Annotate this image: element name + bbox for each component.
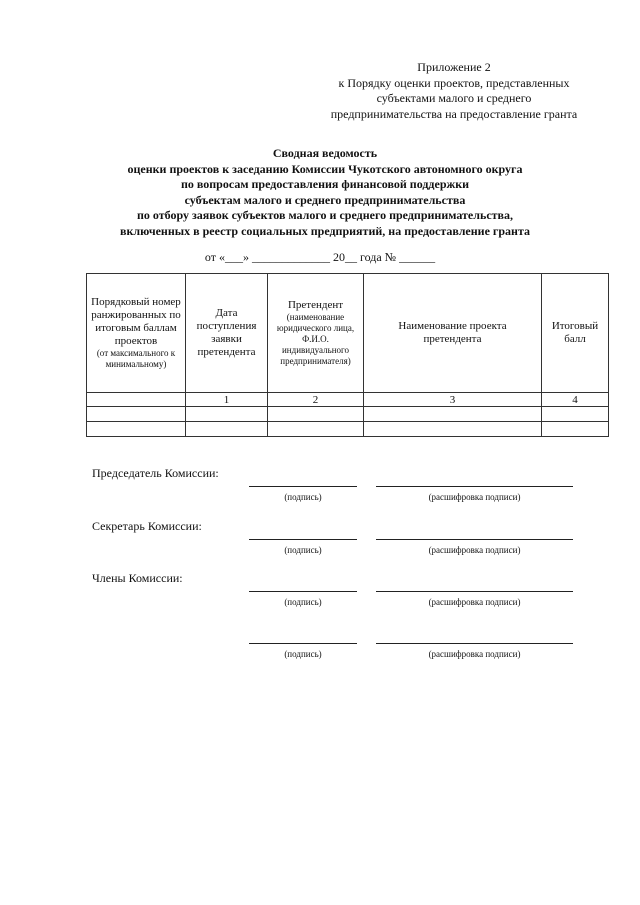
header-applicant-note: (наименование юридического лица, Ф.И.О. индивидуального предпринимателя) — [276, 312, 355, 366]
chairman-decode-line — [376, 486, 573, 487]
members-label: Члены Комиссии: — [92, 571, 183, 585]
appendix-line: субъектами малого и среднего — [376, 91, 532, 105]
chairman-label: Председатель Комиссии: — [92, 466, 219, 480]
table-number-row — [87, 393, 609, 407]
table-cell — [364, 407, 542, 422]
table-cell — [542, 407, 609, 422]
appendix-line: Приложение 2 — [417, 60, 491, 74]
secretary-signature-caption: (подпись) — [284, 545, 322, 555]
title-line: оценки проектов к заседанию Комиссии Чукотского автономного округа — [127, 161, 523, 176]
table-cell — [87, 393, 186, 407]
title-line: Сводная ведомость — [272, 146, 378, 160]
document-title — [80, 146, 570, 239]
member-signature-line — [249, 643, 357, 644]
title-line: по отбору заявок субъектов малого и среднего предпринимательства, — [136, 208, 514, 222]
header-rank — [87, 274, 186, 393]
table-cell: 2 — [268, 393, 364, 407]
header-rank-note: (от максимального к минимальному) — [96, 348, 176, 369]
table-row — [87, 407, 609, 422]
member-signature-line — [249, 591, 357, 592]
table-cell — [186, 422, 268, 437]
table-cell — [542, 422, 609, 437]
table-cell — [87, 407, 186, 422]
appendix-block — [304, 60, 604, 122]
chairman-decode-caption: (расшифровка подписи) — [428, 492, 521, 502]
header-rank-main: Порядковый номер ранжированных по итоговым баллам проектов — [91, 296, 181, 347]
chairman-signature-line — [249, 486, 357, 487]
title-line: по вопросам предоставления финансовой поддержки — [180, 177, 470, 191]
table-cell: 4 — [542, 393, 609, 407]
header-applicant-main: Претендент — [287, 299, 344, 311]
header-score — [542, 274, 609, 393]
table-cell — [268, 407, 364, 422]
member-decode-line — [376, 643, 573, 644]
header-project — [364, 274, 542, 393]
table-row — [87, 422, 609, 437]
header-applicant — [268, 274, 364, 393]
header-date-main: Дата поступления заявки претендента — [196, 307, 257, 358]
table-cell — [186, 407, 268, 422]
table-header-row — [87, 274, 609, 393]
member-signature-caption: (подпись) — [284, 597, 322, 607]
member-decode-caption: (расшифровка подписи) — [428, 597, 521, 607]
appendix-line: предпринимательства на предоставление гранта — [330, 106, 578, 121]
chairman-signature-caption: (подпись) — [284, 492, 322, 502]
table-cell — [87, 422, 186, 437]
table-cell: 1 — [186, 393, 268, 407]
member-signature-caption: (подпись) — [284, 649, 322, 659]
appendix-line: к Порядку оценки проектов, представленных — [338, 75, 570, 90]
secretary-decode-line — [376, 539, 573, 540]
table-cell — [268, 422, 364, 437]
member-decode-caption: (расшифровка подписи) — [428, 649, 521, 659]
header-date — [186, 274, 268, 393]
secretary-label: Секретарь Комиссии: — [92, 519, 202, 533]
secretary-decode-caption: (расшифровка подписи) — [428, 545, 521, 555]
title-line: субъектам малого и среднего предпринимательства — [184, 192, 466, 207]
header-score-main: Итоговый балл — [551, 320, 599, 345]
member-decode-line — [376, 591, 573, 592]
summary-table — [86, 273, 609, 437]
title-line: включенных в реестр социальных предприятий, на предоставление гранта — [119, 223, 530, 238]
table-cell — [364, 422, 542, 437]
secretary-signature-line — [249, 539, 357, 540]
date-number-line: от «___» _____________ 20__ года № ______ — [204, 250, 436, 264]
header-project-main: Наименование проекта претендента — [398, 320, 507, 345]
table-cell: 3 — [364, 393, 542, 407]
